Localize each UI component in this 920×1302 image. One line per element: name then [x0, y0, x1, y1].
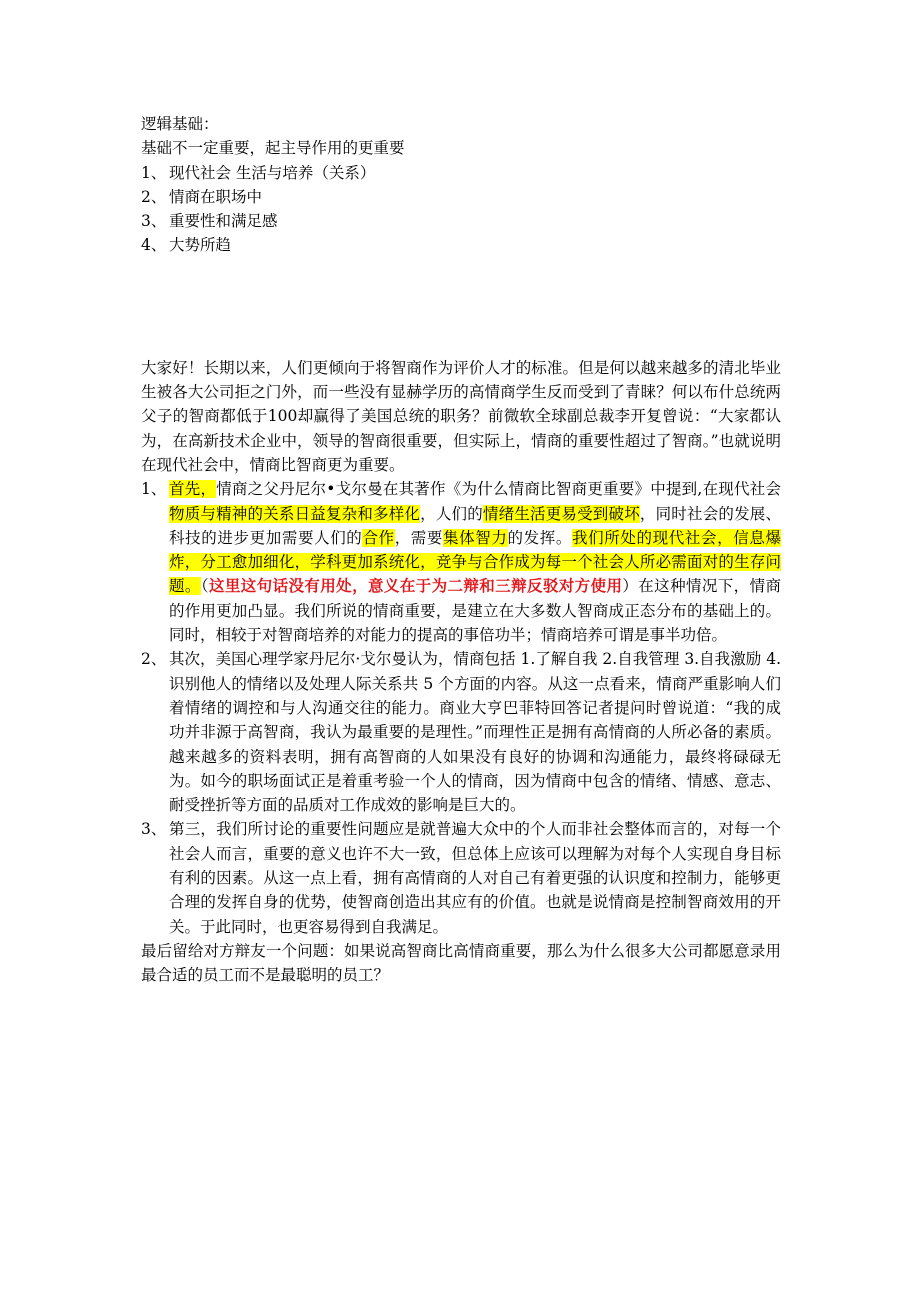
list-number: 1、 [141, 163, 167, 182]
list-item [141, 233, 781, 257]
list-item [141, 161, 781, 185]
list-item-text: 大势所趋 [169, 236, 232, 255]
body-text: 第三，我们所讨论的重要性问题应是就普遍大众中的个人而非社会整体而言的，对每一个社会人而言，重要的意义也许不大一致，但总体上应该可以理解为对每个人实现自身目标有利的因素。从这一点上看，拥有高情商的人对自己有着更强的认识度和控制力，能够更合理的发挥自身的优势，使智商创造出其应有的价值。也就是说情商是控制智商效用的开关。于此同时，也更容易得到自我满足。 [169, 820, 781, 936]
list-number: 1、 [141, 480, 167, 499]
list-item-text: 情商在职场中 [169, 187, 263, 206]
list-number: 4、 [141, 236, 167, 255]
body-text: ，人们的 [420, 504, 483, 523]
list-item-text: 现代社会 生活与培养（关系） [169, 163, 376, 182]
blank-space [141, 258, 781, 356]
body-text: ）在这种情况下，情商的作用更加凸显。我们所说的情商重要，是建立在大多数人智商成正态分布的基础上的。同时，相较于对智商培养的对能力的提高的事倍功半；情商培养可谓是事半功倍。 [169, 577, 781, 645]
highlighted-text: 首先， [169, 480, 217, 499]
body-text: ，同时社会的发展、科技的进步更加需要人们的 [169, 504, 781, 547]
list-number: 2、 [141, 650, 167, 669]
highlighted-text: 我们所处的现代社会，信息爆炸，分工愈加细化，学科更加系统化，竞争与合作成为每一个社会人所必需面对的生存问题。 [169, 528, 781, 596]
outline-list [141, 161, 781, 258]
body-text: 情商之父丹尼尔•戈尔曼在其著作《为什么情商比智商更重要》中提到,在现代社会 [216, 480, 781, 499]
highlighted-text: 合作 [362, 528, 395, 547]
outline-heading: 逻辑基础： [141, 115, 219, 133]
list-number: 3、 [141, 820, 167, 839]
argument-point-1 [141, 477, 781, 647]
argument-point-2 [141, 647, 781, 817]
list-item-text: 重要性和满足感 [169, 212, 278, 231]
highlighted-text: 情绪生活更易受到破坏 [482, 504, 640, 523]
highlighted-text: 集体智力 [443, 528, 508, 547]
list-number: 3、 [141, 212, 167, 231]
closing-paragraph: 最后留给对方辩友一个问题：如果说高智商比高情商重要，那么为什么很多大公司都愿意录用最合适的员工而不是最聪明的员工？ [141, 941, 781, 985]
highlighted-text: 物质与精神的关系日益复杂和多样化 [169, 504, 421, 523]
red-note: 这里这句话没有用处，意义在于为二辩和三辩反驳对方使用 [208, 576, 623, 596]
body-text: ，需要 [394, 528, 444, 547]
argument-list [141, 477, 781, 939]
document-page [141, 112, 781, 988]
outline-subheading: 基础不一定重要，起主导作用的更重要 [141, 139, 405, 158]
body-text: 其次，美国心理学家丹尼尔·戈尔曼认为，情商包括 1.了解自我 2.自我管理 3.自我激励 4.识别他人的情绪以及处理人际关系共 5 个方面的内容。从这一点看来，情商严重影响人们着情绪的调控和与人沟通交往的能力。商业大亨巴菲特回答记者提问时曾说道：“我的成功并非源于高智商，我认为最重要的是理性。”而理性正是拥有高情商的人所必备的素质。越来越多的资料表明，拥有高智商的人如果没有良好的协调和沟通能力，最终将碌碌无为。如今的职场面试正是着重考验一个人的情商，因为情商中包含的情绪、情感、意志、耐受挫折等方面的品质对工作成效的影响是巨大的。 [169, 650, 781, 815]
body-text: 的发挥。 [507, 528, 573, 547]
argument-point-3 [141, 817, 781, 938]
list-number: 2、 [141, 187, 167, 206]
body-text: （ [200, 577, 209, 596]
list-item [141, 185, 781, 209]
list-item [141, 209, 781, 233]
intro-paragraph: 大家好！长期以来，人们更倾向于将智商作为评价人才的标准。但是何以越来越多的清北毕业生被各大公司拒之门外，而一些没有显赫学历的高情商学生反而受到了青睐？何以布什总统两父子的智商都低于100却赢得了美国总统的职务？前微软全球副总裁李开复曾说：“大家都认为，在高新技术企业中，领导的智商很重要，但实际上，情商的重要性超过了智商。”也就说明在现代社会中，情商比智商更为重要。 [141, 358, 781, 474]
